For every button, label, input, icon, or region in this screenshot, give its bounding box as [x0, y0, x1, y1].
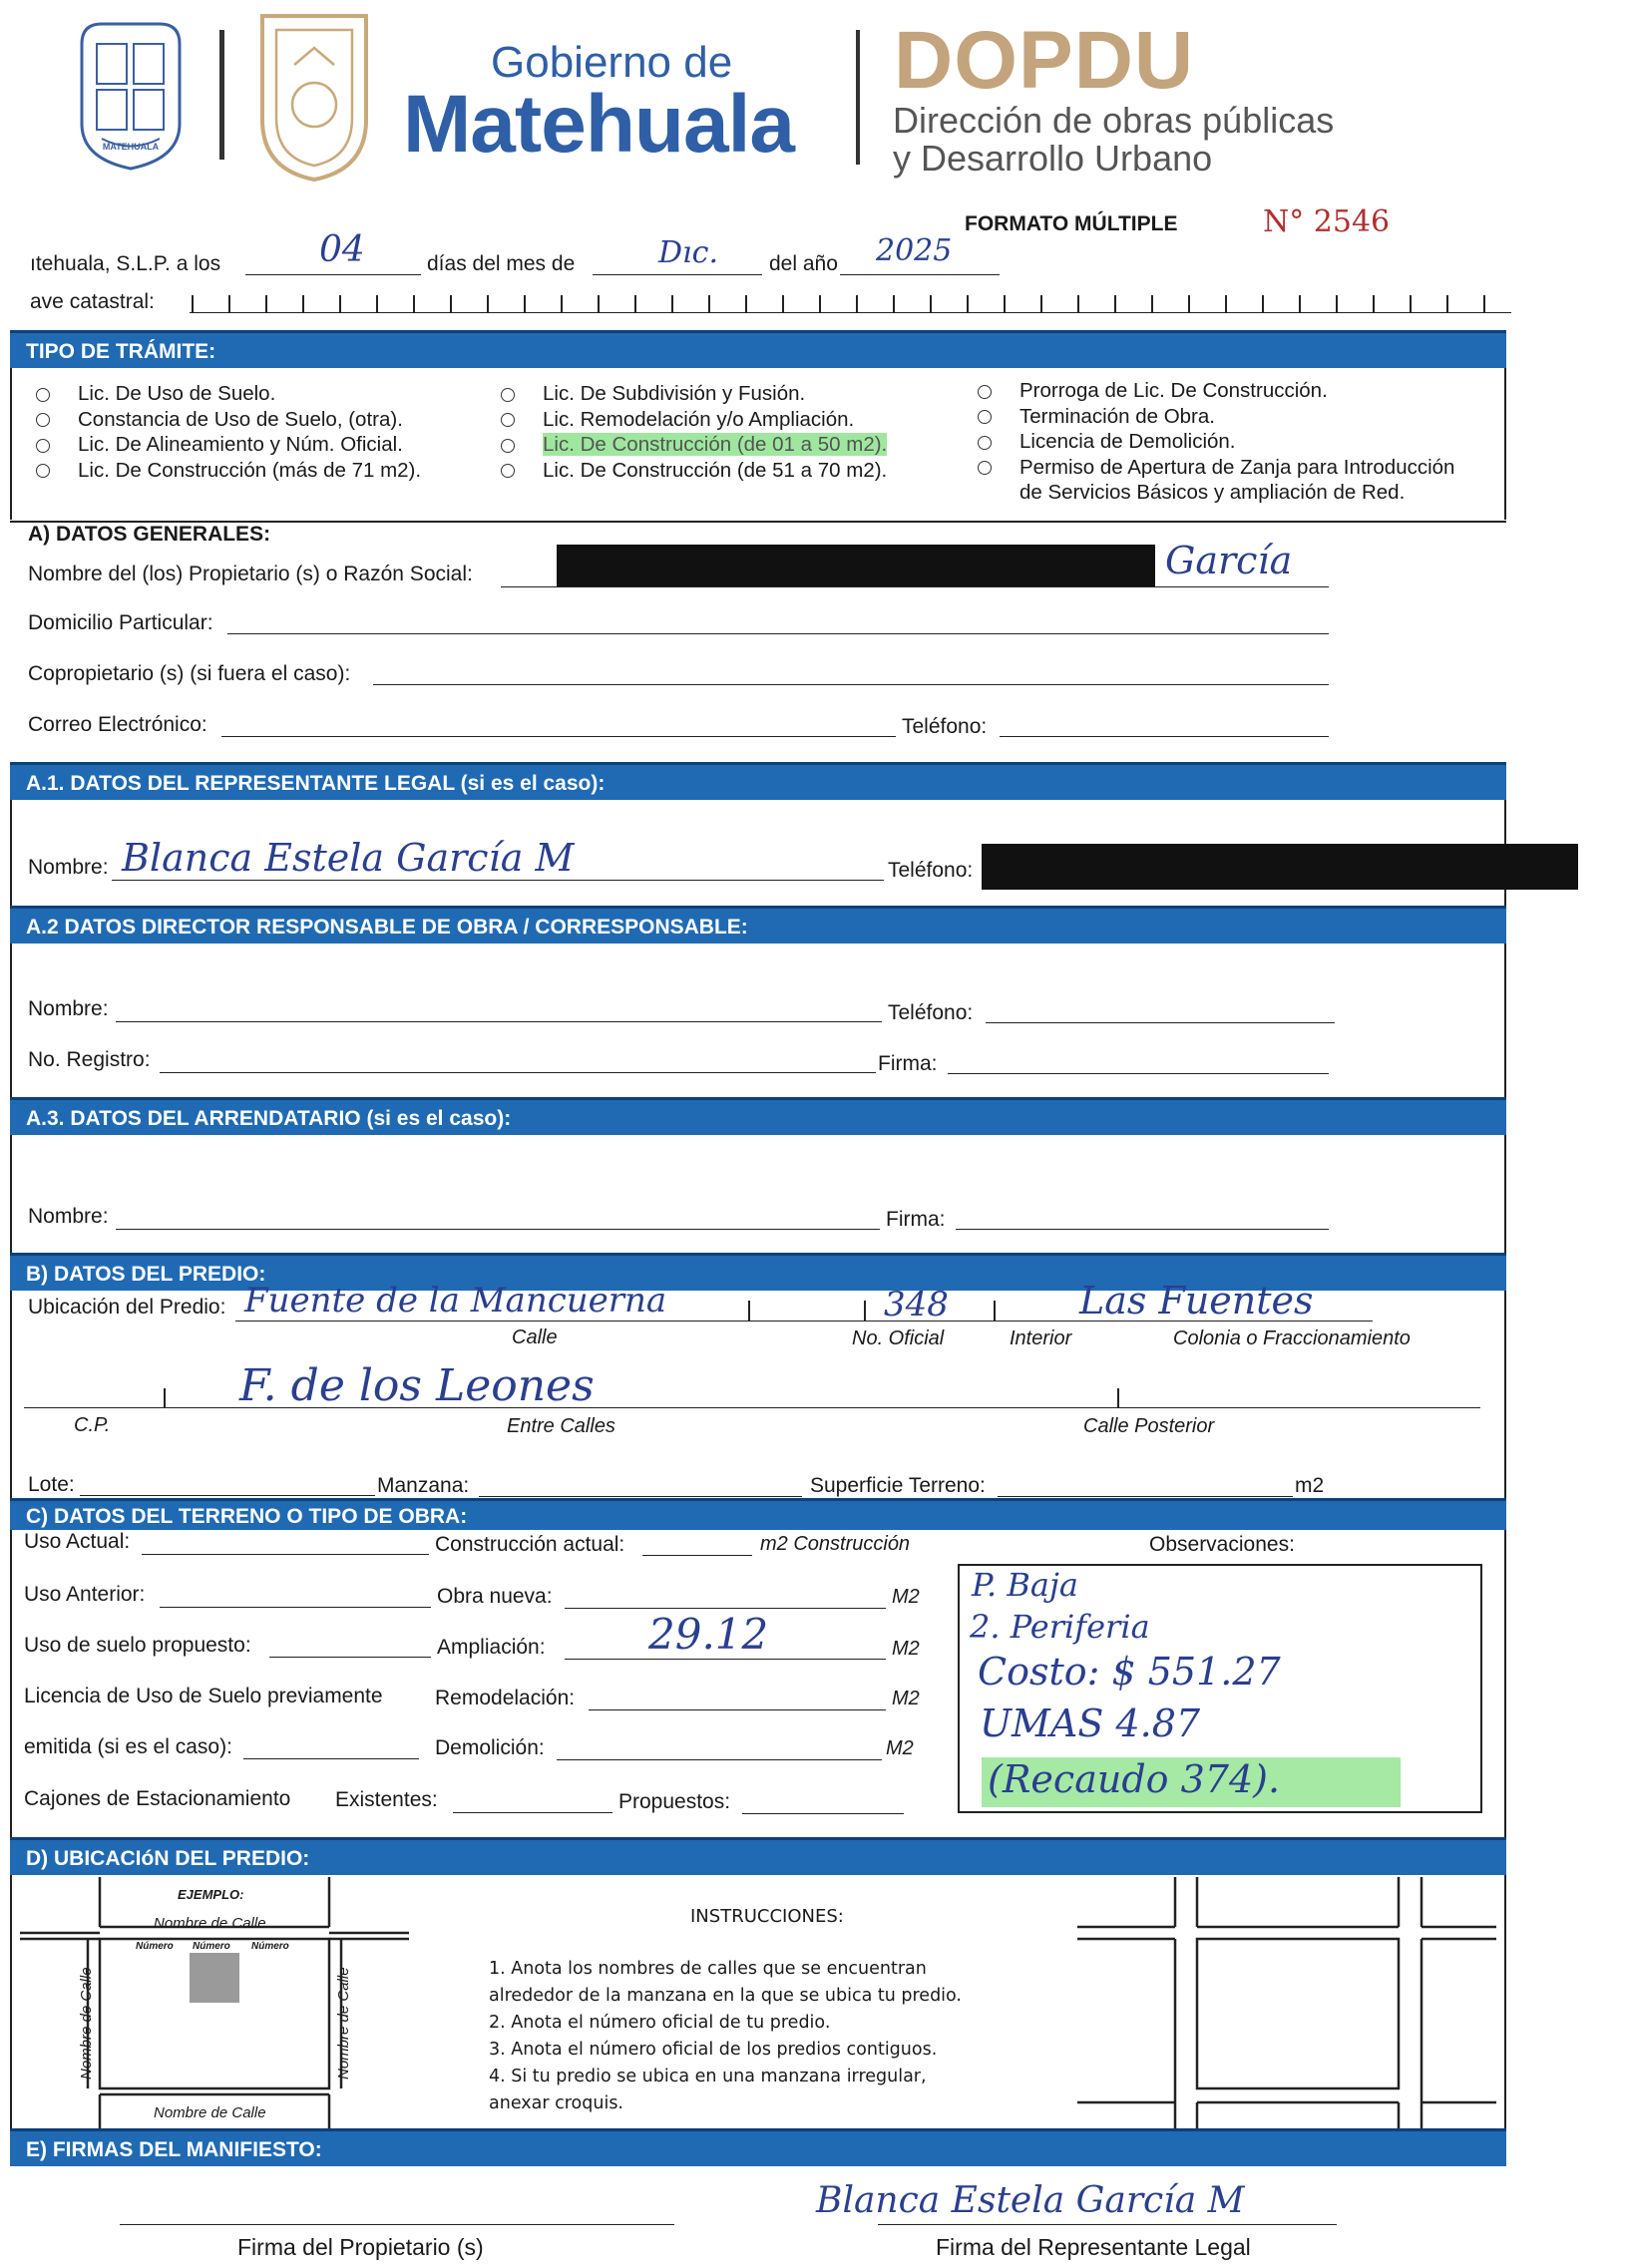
municipal-seal [72, 14, 190, 174]
example-street-bottom: Nombre de Calle [154, 2104, 266, 2121]
colonia-caption: Colonia o Fraccionamiento [1173, 1327, 1411, 1349]
tramite-option[interactable]: Lic. De Subdivisión y Fusión. [501, 381, 887, 407]
tramite-option[interactable]: Permiso de Apertura de Zanja para Introducción [978, 455, 1454, 481]
remodelacion-unit: M2 [892, 1688, 920, 1709]
clave-digit-separator [893, 295, 895, 313]
arrendatario-frame [10, 1135, 1506, 1253]
correo-label: Correo Electrónico: [28, 713, 207, 736]
radio-bullet[interactable] [978, 410, 992, 424]
header-divider-2 [856, 30, 860, 165]
tramite-option[interactable]: Licencia de Demolición. [978, 429, 1454, 455]
clave-digit-separator [1114, 295, 1116, 313]
matehuala-crest-icon [254, 10, 374, 185]
propuestos-field[interactable] [742, 1791, 904, 1814]
section-firmas: E) FIRMAS DEL MANIFIESTO: [10, 2128, 1506, 2166]
section-datos-generales: A) DATOS GENERALES: [28, 523, 271, 546]
correo-field[interactable] [221, 714, 896, 737]
radio-bullet[interactable] [978, 461, 992, 475]
clave-digit-separator [967, 295, 969, 313]
clave-digit-separator [1299, 295, 1301, 313]
emitida-field[interactable] [243, 1736, 419, 1759]
example-street-left: Nombre de Calle [78, 1967, 95, 2079]
clave-digit-separator [228, 295, 230, 313]
gov-line2: Matehuala [403, 79, 794, 170]
arrendatario-firma-field[interactable] [956, 1207, 1329, 1230]
construccion-actual-label: Construcción actual: [435, 1533, 625, 1556]
firma-representante-label: Firma del Representante Legal [936, 2234, 1251, 2260]
clave-digit-separator [1151, 295, 1153, 313]
form-title: FORMATO MÚLTIPLE [965, 212, 1178, 235]
cajones-label: Cajones de Estacionamiento [24, 1787, 291, 1810]
year-value: 2025 [876, 233, 953, 268]
clave-digit-separator [1446, 295, 1448, 313]
dept-acronym: DOPDU [894, 15, 1195, 106]
tramite-option-cont: de Servicios Básicos y ampliación de Red. [1019, 481, 1406, 504]
section-ubicacion: D) UBICACIóN DEL PREDIO: [10, 1837, 1506, 1875]
radio-bullet[interactable] [501, 464, 515, 478]
ubicacion-label: Ubicación del Predio: [28, 1296, 226, 1319]
manzana-label: Manzana: [377, 1474, 470, 1497]
telefono-field[interactable] [1000, 714, 1329, 737]
construccion-actual-field[interactable] [642, 1533, 752, 1556]
instruccion-item: 4. Si tu predio se ubica en una manzana irregular, [489, 2067, 927, 2086]
cp-caption: C.P. [74, 1414, 111, 1436]
m2-construccion-label: m2 Construcción [760, 1533, 911, 1555]
propietario-value: García [1165, 539, 1293, 582]
radio-bullet[interactable] [36, 439, 50, 453]
representante-nombre-value: Blanca Estela García M [122, 836, 575, 880]
example-label: EJEMPLO: [178, 1887, 244, 1902]
tramite-option[interactable]: Terminación de Obra. [978, 404, 1454, 430]
emitida-label: emitida (si es el caso): [24, 1735, 232, 1758]
clave-digit-separator [450, 295, 452, 313]
clave-digit-separator [745, 295, 747, 313]
clave-digit-separator [1077, 295, 1079, 313]
clave-digit-separator [376, 295, 378, 313]
clave-label: ave catastral: [30, 290, 155, 313]
instruccion-item: 3. Anota el número oficial de los predios contiguos. [489, 2040, 938, 2060]
tramite-option[interactable]: Constancia de Uso de Suelo, (otra). [36, 407, 421, 433]
manzana-field[interactable] [479, 1474, 802, 1497]
clave-digit-separator [1262, 295, 1264, 313]
date-mid: días del mes de [427, 252, 576, 275]
obra-nueva-unit: M2 [892, 1586, 920, 1608]
firma-propietario-label: Firma del Propietario (s) [237, 2234, 484, 2260]
obs-line: 2. Periferia [970, 1608, 1150, 1646]
tramite-col2 [501, 381, 887, 483]
instruccion-item: anexar croquis. [489, 2093, 623, 2113]
uso-anterior-field[interactable] [160, 1585, 431, 1608]
existentes-field[interactable] [453, 1790, 612, 1813]
blank-map[interactable] [1077, 1877, 1496, 2130]
obs-line: UMAS 4.87 [980, 1701, 1201, 1745]
director-nombre-label: Nombre: [28, 997, 109, 1020]
copropietario-field[interactable] [373, 662, 1329, 685]
clave-digit-separator [598, 295, 600, 313]
tramite-col1 [36, 381, 421, 483]
dept-line1: Dirección de obras públicas [893, 100, 1335, 141]
uso-propuesto-field[interactable] [269, 1635, 431, 1658]
clave-digit-separator [524, 295, 526, 313]
arrendatario-firma-label: Firma: [886, 1208, 946, 1231]
ampliacion-value: 29.12 [648, 1610, 769, 1659]
tramite-option[interactable]: Prorroga de Lic. De Construcción. [978, 378, 1454, 404]
director-firma-label: Firma: [878, 1052, 938, 1075]
radio-bullet[interactable] [501, 413, 515, 427]
ampliacion-unit: M2 [892, 1638, 920, 1660]
obs-line: (Recaudo 374). [988, 1757, 1281, 1801]
example-number: Número [193, 1941, 230, 1952]
clave-digit-separator [561, 295, 563, 313]
clave-digit-separator [1373, 295, 1375, 313]
domicilio-field[interactable] [227, 611, 1329, 634]
numero-value: 348 [884, 1285, 949, 1324]
superficie-field[interactable] [998, 1474, 1293, 1497]
field-divider [864, 1301, 866, 1321]
section-predio: B) DATOS DEL PREDIO: [10, 1253, 1506, 1291]
demolicion-unit: M2 [886, 1737, 914, 1759]
firma-representante-signature: Blanca Estela García M [816, 2180, 1245, 2221]
date-prefix: ıtehuala, S.L.P. a los [30, 252, 221, 275]
clave-digit-separator [413, 295, 415, 313]
director-registro-label: No. Registro: [28, 1048, 151, 1071]
tramite-option-selected[interactable]: Lic. De Construcción (de 01 a 50 m2). [501, 432, 887, 458]
director-telefono-field[interactable] [986, 1000, 1335, 1023]
section-terreno: C) DATOS DEL TERRENO O TIPO DE OBRA: [10, 1498, 1506, 1530]
clave-digit-separator [1225, 295, 1227, 313]
tramite-option[interactable]: Lic. De Uso de Suelo. [36, 381, 421, 407]
clave-digit-separator [1483, 295, 1485, 313]
lote-label: Lote: [28, 1473, 75, 1496]
oficial-caption: No. Oficial [852, 1327, 945, 1349]
arrendatario-nombre-field[interactable] [116, 1207, 880, 1230]
instruccion-item: 1. Anota los nombres de calles que se encuentran [489, 1959, 927, 1979]
field-divider [1117, 1388, 1119, 1408]
arrendatario-nombre-label: Nombre: [28, 1205, 109, 1228]
radio-bullet[interactable] [501, 388, 515, 402]
director-firma-field[interactable] [948, 1051, 1329, 1074]
calle-value: Fuente de la Mancuerna [244, 1281, 667, 1321]
clave-digit-separator [1040, 295, 1042, 313]
clave-digit-separator [819, 295, 821, 313]
section-arrendatario: A.3. DATOS DEL ARRENDATARIO (si es el caso): [10, 1097, 1506, 1135]
example-number: Número [136, 1941, 174, 1952]
copropietario-label: Copropietario (s) (si fuera el caso): [28, 662, 351, 685]
radio-bullet[interactable] [36, 388, 50, 402]
existentes-label: Existentes: [335, 1788, 438, 1811]
uso-actual-field[interactable] [142, 1532, 429, 1555]
entre-caption: Entre Calles [507, 1415, 615, 1437]
tramite-col3 [978, 378, 1454, 506]
section-tipo-tramite: TIPO DE TRÁMITE: [10, 330, 1506, 368]
tramite-option[interactable]: Lic. De Alineamiento y Núm. Oficial. [36, 432, 421, 458]
field-divider [164, 1388, 166, 1408]
dept-line2: y Desarrollo Urbano [893, 138, 1213, 179]
uso-anterior-label: Uso Anterior: [24, 1583, 146, 1606]
clave-digit-separator [634, 295, 636, 313]
field-divider [748, 1301, 750, 1321]
colonia-value: Las Fuentes [1079, 1279, 1314, 1323]
gov-line1: Gobierno de [491, 38, 733, 87]
obs-line: P. Baja [972, 1566, 1078, 1604]
superficie-label: Superficie Terreno: [810, 1474, 986, 1497]
clave-digit-separator [339, 295, 341, 313]
obra-nueva-label: Obra nueva: [437, 1585, 553, 1608]
clave-digit-separator [192, 295, 194, 313]
seal-label: MATEHUALA [102, 142, 160, 152]
posterior-caption: Calle Posterior [1083, 1415, 1215, 1437]
interior-caption: Interior [1010, 1327, 1072, 1349]
remodelacion-label: Remodelación: [435, 1687, 576, 1709]
observaciones-label: Observaciones: [1149, 1533, 1295, 1556]
demolicion-label: Demolición: [435, 1736, 545, 1759]
clave-digit-separator [487, 295, 489, 313]
clave-digit-separator [302, 295, 304, 313]
example-street-top: Nombre de Calle [154, 1915, 266, 1932]
superficie-unit: m2 [1295, 1474, 1325, 1497]
clave-digit-separator [782, 295, 784, 313]
section-director: A.2 DATOS DIRECTOR RESPONSABLE DE OBRA / CORRESPONSABLE: [10, 906, 1506, 944]
propietario-label: Nombre del (los) Propietario (s) o Razón Social: [28, 563, 473, 585]
day-value: 04 [319, 229, 365, 270]
tramite-option[interactable]: Lic. Remodelación y/o Ampliación. [501, 407, 887, 433]
radio-bullet[interactable] [36, 413, 50, 427]
tramite-option[interactable]: Lic. De Construcción (más de 71 m2). [36, 458, 421, 484]
licencia-previa-label: Licencia de Uso de Suelo previamente [24, 1685, 383, 1707]
radio-bullet[interactable] [978, 385, 992, 399]
clave-field[interactable] [190, 292, 1511, 313]
radio-bullet[interactable] [978, 436, 992, 450]
example-street-right: Nombre de Calle [335, 1967, 352, 2079]
ampliacion-label: Ampliación: [437, 1636, 546, 1659]
calle-caption: Calle [512, 1326, 558, 1348]
clave-digit-separator [265, 295, 267, 313]
propuestos-label: Propuestos: [618, 1790, 731, 1813]
uso-actual-label: Uso Actual: [24, 1530, 131, 1553]
clave-digit-separator [856, 295, 858, 313]
lote-field[interactable] [80, 1473, 375, 1496]
domicilio-label: Domicilio Particular: [28, 611, 213, 634]
firma-propietario-field[interactable] [120, 2202, 674, 2225]
entre-calles-value: F. de los Leones [239, 1360, 595, 1411]
year-label: del año [769, 252, 838, 275]
representante-nombre-label: Nombre: [28, 856, 109, 879]
instrucciones-title: INSTRUCCIONES: [690, 1906, 844, 1927]
clave-digit-separator [1336, 295, 1338, 313]
redaction-bar [557, 545, 1155, 586]
instruccion-item: alrededor de la manzana en la que se ubica tu predio. [489, 1986, 962, 2006]
telefono-label: Teléfono: [902, 715, 988, 738]
redaction-bar [982, 844, 1578, 890]
clave-digit-separator [930, 295, 932, 313]
obs-line: Costo: $ 551.27 [978, 1650, 1281, 1694]
clave-digit-separator [671, 295, 673, 313]
clave-digit-separator [708, 295, 710, 313]
director-telefono-label: Teléfono: [888, 1001, 974, 1024]
field-divider [994, 1301, 996, 1321]
obra-nueva-field[interactable] [565, 1586, 886, 1609]
section-representante: A.1. DATOS DEL REPRESENTANTE LEGAL (si es el caso): [10, 762, 1506, 800]
remodelacion-field[interactable] [589, 1688, 886, 1710]
radio-bullet[interactable] [36, 464, 50, 478]
clave-digit-separator [1004, 295, 1006, 313]
clave-digit-separator [1188, 295, 1190, 313]
header-divider [219, 30, 224, 160]
month-value: Dıc. [658, 235, 718, 270]
uso-propuesto-label: Uso de suelo propuesto: [24, 1634, 251, 1657]
director-registro-field[interactable] [160, 1050, 876, 1073]
director-nombre-field[interactable] [116, 999, 882, 1022]
instruccion-item: 2. Anota el número oficial de tu predio. [489, 2013, 831, 2033]
demolicion-field[interactable] [557, 1737, 882, 1760]
form-number: N° 2546 [1263, 204, 1391, 239]
clave-digit-separator [1410, 295, 1412, 313]
director-frame [10, 944, 1506, 1103]
representante-telefono-label: Teléfono: [888, 859, 974, 882]
example-number: Número [251, 1941, 289, 1952]
tramite-option[interactable]: Lic. De Construcción (de 51 a 70 m2). [501, 458, 887, 484]
radio-bullet[interactable] [501, 439, 515, 453]
instrucciones-list [489, 1956, 962, 2117]
